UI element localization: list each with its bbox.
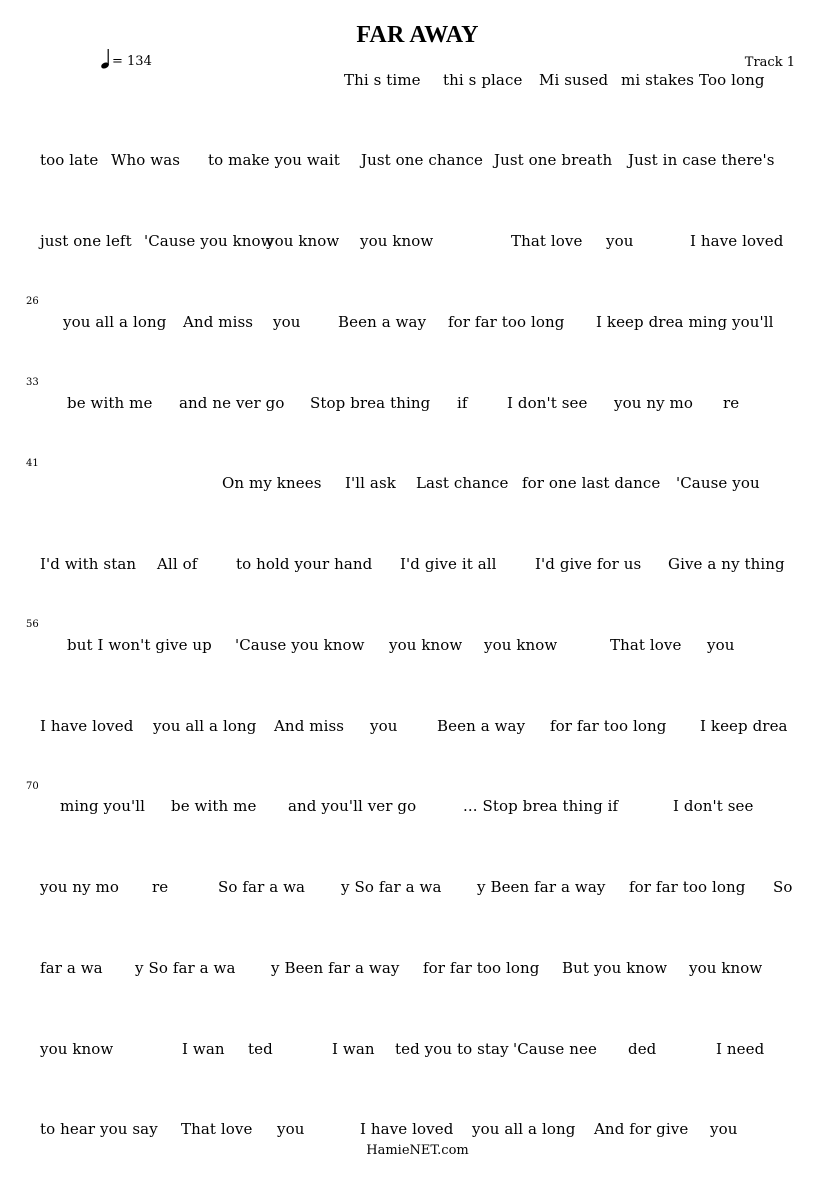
lyric-segment: I'll ask (345, 474, 396, 492)
lyric-segment: I wan (182, 1040, 225, 1058)
lyric-segment: but I won't give up (67, 636, 212, 654)
lyric-segment: Just one chance (361, 151, 483, 169)
lyric-segment: mi stakes (621, 71, 695, 89)
lyric-segment: 'Cause you know (144, 232, 274, 250)
lyric-segment: ted (248, 1040, 273, 1058)
lyric-segment: you know (484, 636, 558, 654)
lyric-segment: 'Cause you (676, 474, 760, 492)
lyric-segment: And for give (594, 1120, 689, 1138)
lyric-segment: you ny mo (614, 394, 693, 412)
lyric-segment: So (773, 878, 793, 896)
lyric-segment: Been a way (437, 717, 526, 735)
lyric-segment: you all a long (63, 313, 167, 331)
lyric-segment: if (457, 394, 468, 412)
lyric-segment: for far too long (550, 717, 667, 735)
lyric-segment: Mi sused (539, 71, 609, 89)
tempo-marking (100, 48, 152, 70)
lyric-segment: ted you to stay (395, 1040, 509, 1058)
lyric-segment: you know (360, 232, 434, 250)
lyric-system (0, 71, 835, 91)
lyric-segment: I don't see (507, 394, 588, 412)
lyric-segment: Give a ny thing (668, 555, 785, 573)
lyric-segment: I keep drea (700, 717, 788, 735)
lyric-segment: Who was (111, 151, 181, 169)
lyric-system (0, 232, 835, 252)
lyric-segment: you know (389, 636, 463, 654)
footer-credit: HamieNET.com (366, 1143, 469, 1158)
lyric-system (0, 1040, 835, 1060)
song-title: FAR AWAY (356, 22, 479, 48)
lyric-segment: for far too long (423, 959, 540, 977)
quarter-note-icon (100, 48, 110, 70)
lyric-segment: On my knees (222, 474, 322, 492)
lyric-segment: re (723, 394, 740, 412)
lyric-system (0, 474, 835, 494)
lyric-segment: Been a way (338, 313, 427, 331)
lyric-segment: to hear you say (40, 1120, 158, 1138)
lyric-segment: y So far a wa (341, 878, 442, 896)
lyric-segment: for far too long (629, 878, 746, 896)
lyric-system (0, 797, 835, 817)
lyric-segment: I have loved (690, 232, 784, 250)
lyric-segment: But you know (562, 959, 668, 977)
lyric-segment: too late (40, 151, 99, 169)
lyric-segment: And miss (183, 313, 254, 331)
lyric-segment: for far too long (448, 313, 565, 331)
lyric-segment: you know (266, 232, 340, 250)
lyric-segment: I need (716, 1040, 765, 1058)
lyric-segment: I don't see (673, 797, 754, 815)
lyric-segment: All of (157, 555, 198, 573)
bar-number: 41 (26, 458, 39, 469)
bar-number: 56 (26, 619, 39, 630)
lyric-system (0, 636, 835, 656)
lyric-segment: thi s place (443, 71, 523, 89)
lyric-segment: you (707, 636, 735, 654)
bar-number: 70 (26, 781, 39, 792)
lyric-segment: you all a long (472, 1120, 576, 1138)
lyric-segment: And miss (274, 717, 345, 735)
lyric-segment: you all a long (153, 717, 257, 735)
lyric-segment: be with me (67, 394, 153, 412)
lyric-segment: So far a wa (218, 878, 306, 896)
lyric-segment: ming you'll (60, 797, 146, 815)
lyric-segment: you (277, 1120, 305, 1138)
lyric-segment: just one left (40, 232, 132, 250)
lyric-segment: I'd give for us (535, 555, 642, 573)
lyric-segment: Just in case there's (628, 151, 775, 169)
lyric-segment: re (152, 878, 169, 896)
lyric-segment: to make you wait (208, 151, 340, 169)
lyric-segment: you (273, 313, 301, 331)
lyric-segment: 'Cause you know (235, 636, 365, 654)
bar-number: 26 (26, 296, 39, 307)
lyric-segment: That love (610, 636, 682, 654)
lyric-system (0, 555, 835, 575)
lyric-segment: far a wa (40, 959, 103, 977)
lyric-system (0, 151, 835, 171)
lyric-segment: Last chance (416, 474, 509, 492)
lyric-segment: Thi s time (344, 71, 421, 89)
lyric-segment: I'd with stan (40, 555, 137, 573)
lyric-segment: to hold your hand (236, 555, 373, 573)
lyric-segment: be with me (171, 797, 257, 815)
lyric-segment: and you'll ver go (288, 797, 417, 815)
lyric-segment: you know (40, 1040, 114, 1058)
lyric-segment: That love (181, 1120, 253, 1138)
lyric-system (0, 313, 835, 333)
lyric-segment: and ne ver go (179, 394, 285, 412)
lyric-system (0, 1120, 835, 1140)
lyric-system (0, 878, 835, 898)
lyric-segment: you (710, 1120, 738, 1138)
lyric-segment: I have loved (360, 1120, 454, 1138)
lyric-segment: for one last dance (522, 474, 661, 492)
lyric-system (0, 959, 835, 979)
lyric-segment: ... Stop brea thing if (463, 797, 619, 815)
bar-number: 33 (26, 377, 39, 388)
lyric-segment: I'd give it all (400, 555, 497, 573)
tempo-value: = 134 (112, 54, 152, 69)
lyric-segment: 'Cause nee (513, 1040, 597, 1058)
lyric-segment: y Been far a way (477, 878, 606, 896)
lyric-segment: you ny mo (40, 878, 119, 896)
lyric-segment: you (606, 232, 634, 250)
lyric-segment: ded (628, 1040, 657, 1058)
lyric-segment: I have loved (40, 717, 134, 735)
lyric-segment: y Been far a way (271, 959, 400, 977)
lyric-segment: Stop brea thing (310, 394, 431, 412)
lyric-segment: I keep drea ming you'll (596, 313, 774, 331)
lyric-segment: That love (511, 232, 583, 250)
lyric-segment: I wan (332, 1040, 375, 1058)
lyric-segment: y So far a wa (135, 959, 236, 977)
lyric-segment: Too long (699, 71, 765, 89)
lyric-segment: you know (689, 959, 763, 977)
lyric-system (0, 717, 835, 737)
lyric-segment: Just one breath (494, 151, 613, 169)
lyric-system (0, 394, 835, 414)
lyric-segment: you (370, 717, 398, 735)
track-label: Track 1 (744, 55, 795, 70)
